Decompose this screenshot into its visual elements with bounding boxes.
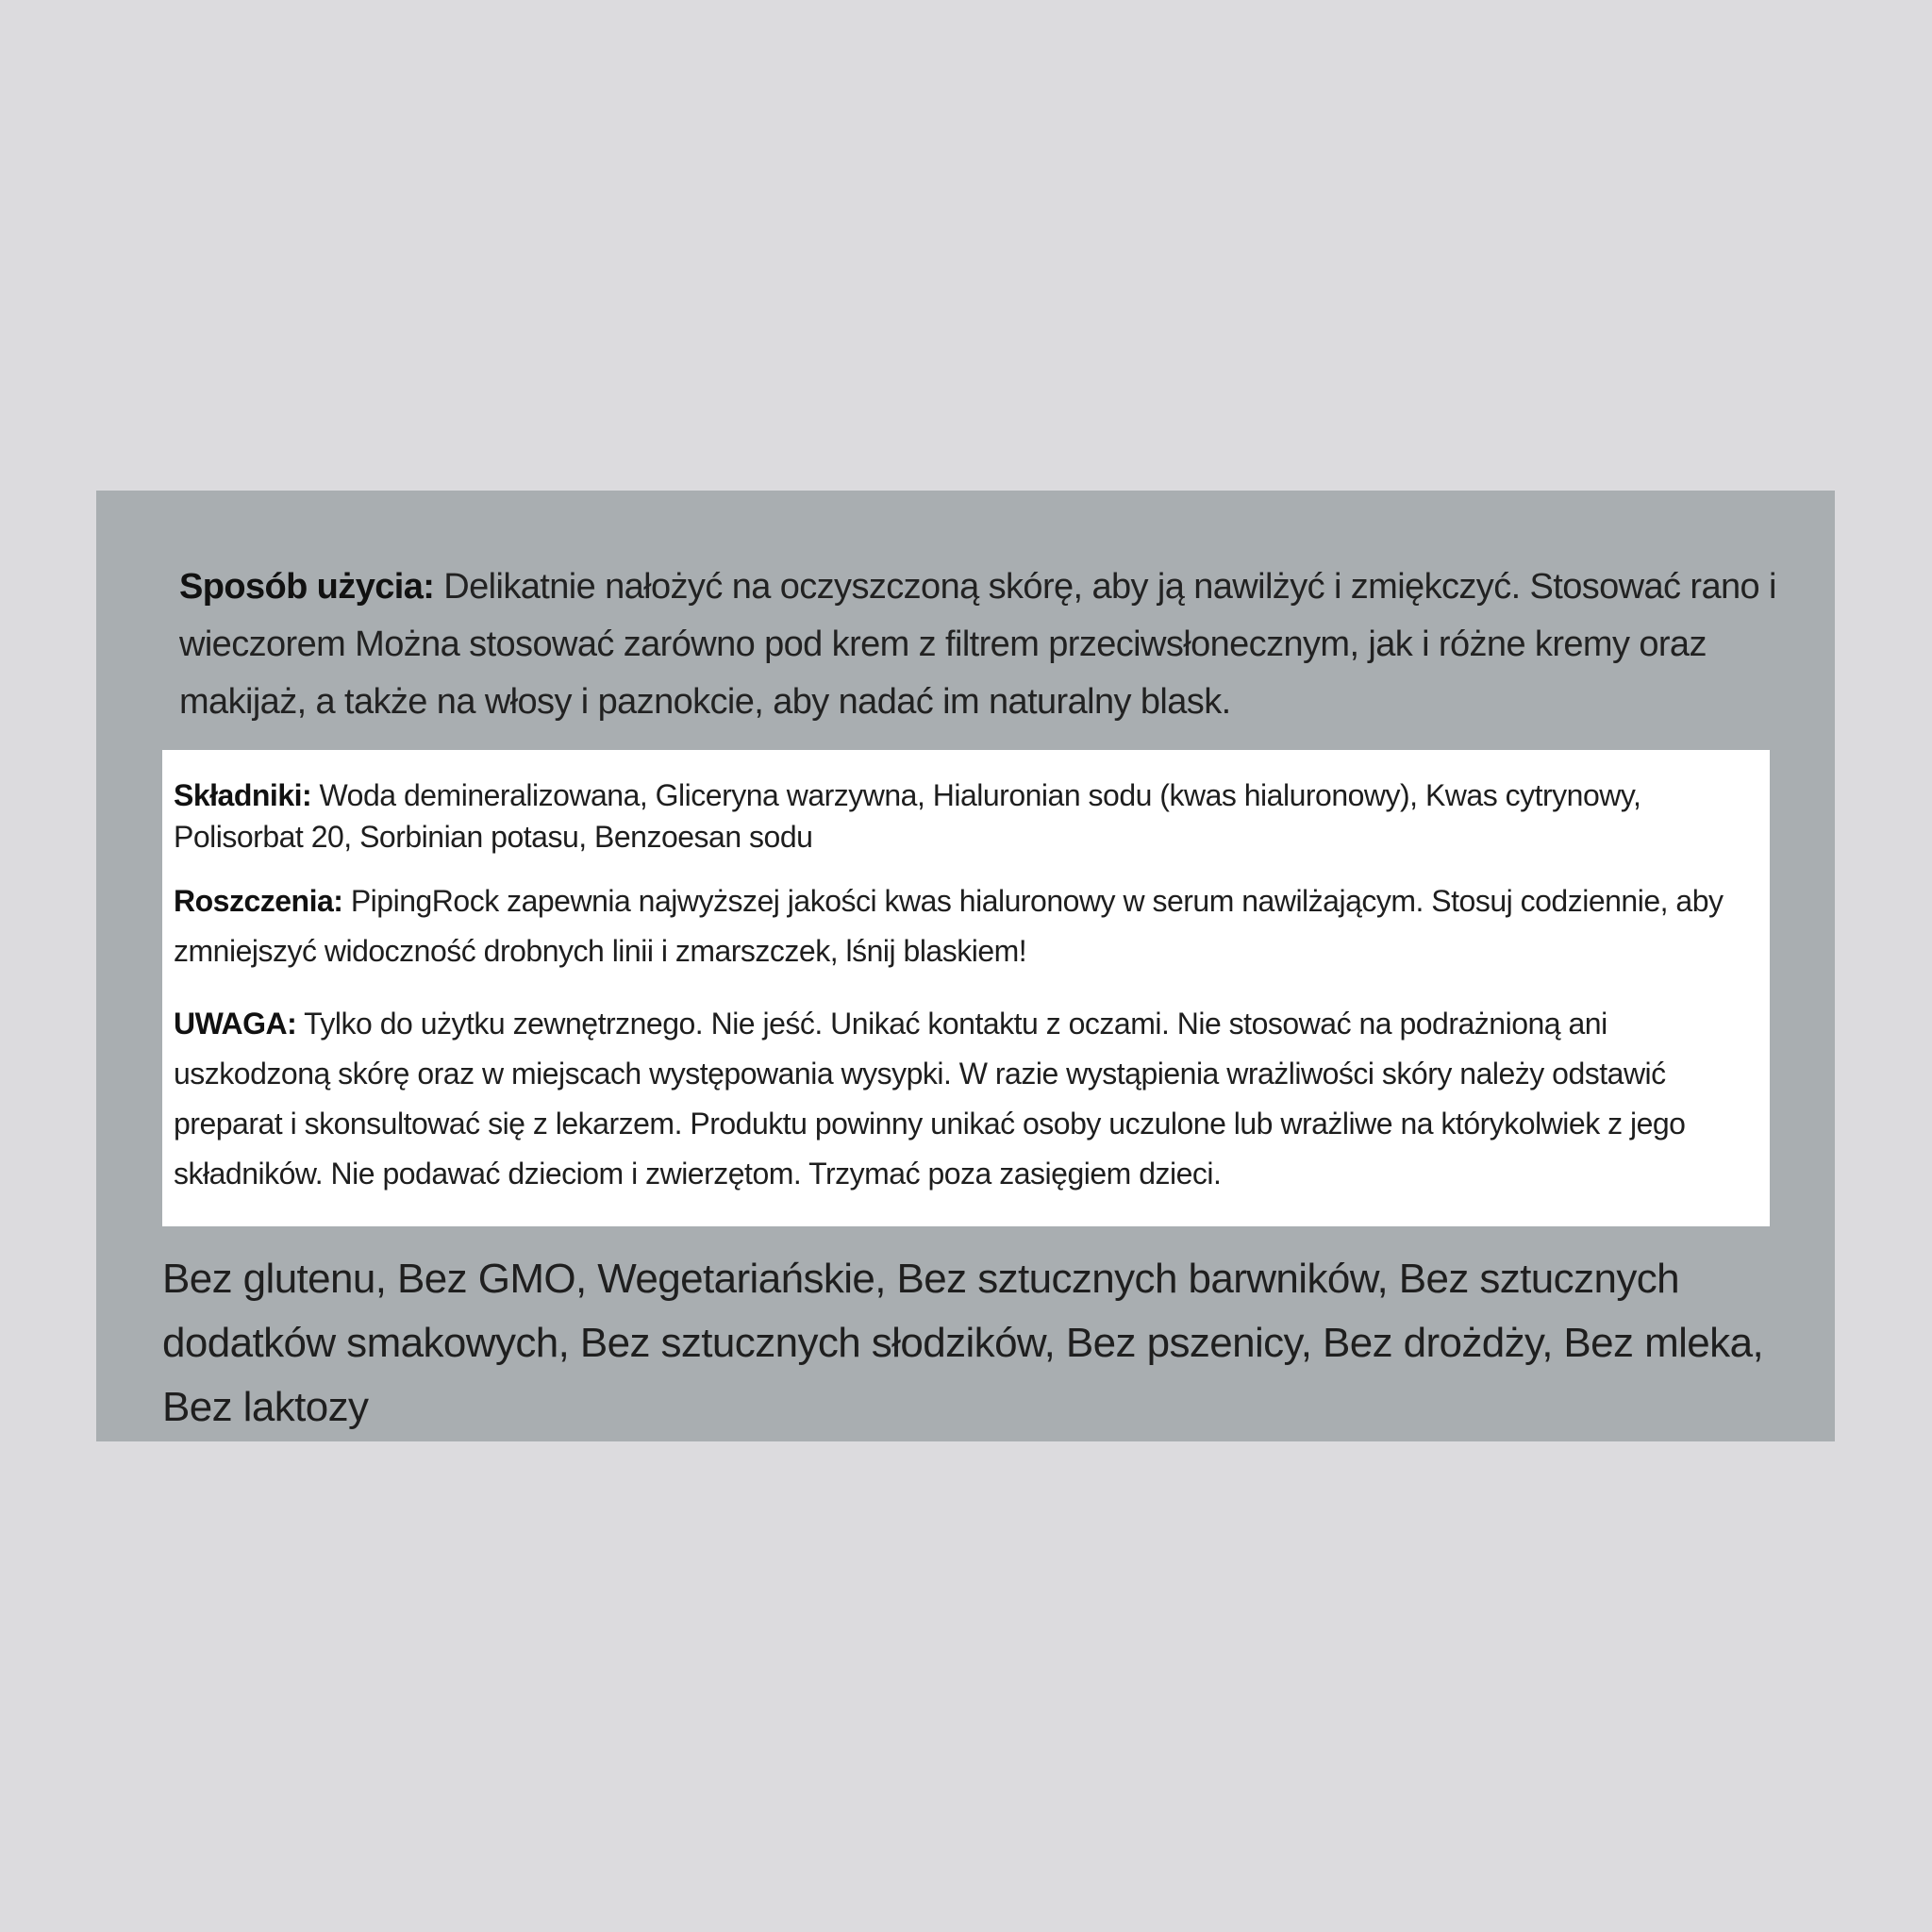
warning-paragraph	[174, 999, 1760, 1199]
label-panel	[96, 491, 1835, 1441]
warning-text: Tylko do użytku zewnętrznego. Nie jeść. Unikać kontaktu z oczami. Nie stosować na podrażnioną ani uszkodzoną skórę oraz w miejscach występowania wysypki. W razie wystąpienia wrażliwości skóry należy odstawić preparat i skonsultować się z lekarzem. Produktu powinny unikać osoby uczulone lub wrażliwe na którykolwiek z jego składników. Nie podawać dzieciom i zwierzętom. Trzymać poza zasięgiem dzieci.	[174, 1007, 1686, 1191]
free-from-list: Bez glutenu, Bez GMO, Wegetariańskie, Bez sztucznych barwników, Bez sztucznych dodatków smakowych, Bez sztucznych słodzików, Bez pszenicy, Bez drożdży, Bez mleka, Bez laktozy	[162, 1256, 1764, 1430]
warning-label: UWAGA:	[174, 1007, 297, 1041]
usage-label: Sposób użycia:	[179, 567, 435, 607]
ingredients-label: Składniki:	[174, 778, 312, 812]
claims-text: PipingRock zapewnia najwyższej jakości kwas hialuronowy w serum nawilżającym. Stosuj codziennie, aby zmniejszyć widoczność drobnych linii i zmarszczek, lśnij blaskiem!	[174, 884, 1724, 968]
ingredients-text: Woda demineralizowana, Gliceryna warzywna, Hialuronian sodu (kwas hialuronowy), Kwas cytrynowy, Polisorbat 20, Sorbinian potasu, Benzoesan sodu	[174, 778, 1641, 854]
usage-paragraph	[179, 558, 1802, 731]
ingredients-paragraph	[174, 774, 1760, 858]
claims-paragraph	[174, 876, 1760, 976]
claims-label: Roszczenia:	[174, 884, 343, 918]
usage-text: Delikatnie nałożyć na oczyszczoną skórę, aby ją nawilżyć i zmiękczyć. Stosować rano i wieczorem Można stosować zarówno pod krem z filtrem przeciwsłonecznym, jak i różne kremy oraz makijaż, a także na włosy i paznokcie, aby nadać im naturalny blask.	[179, 567, 1776, 722]
info-box	[162, 750, 1770, 1226]
